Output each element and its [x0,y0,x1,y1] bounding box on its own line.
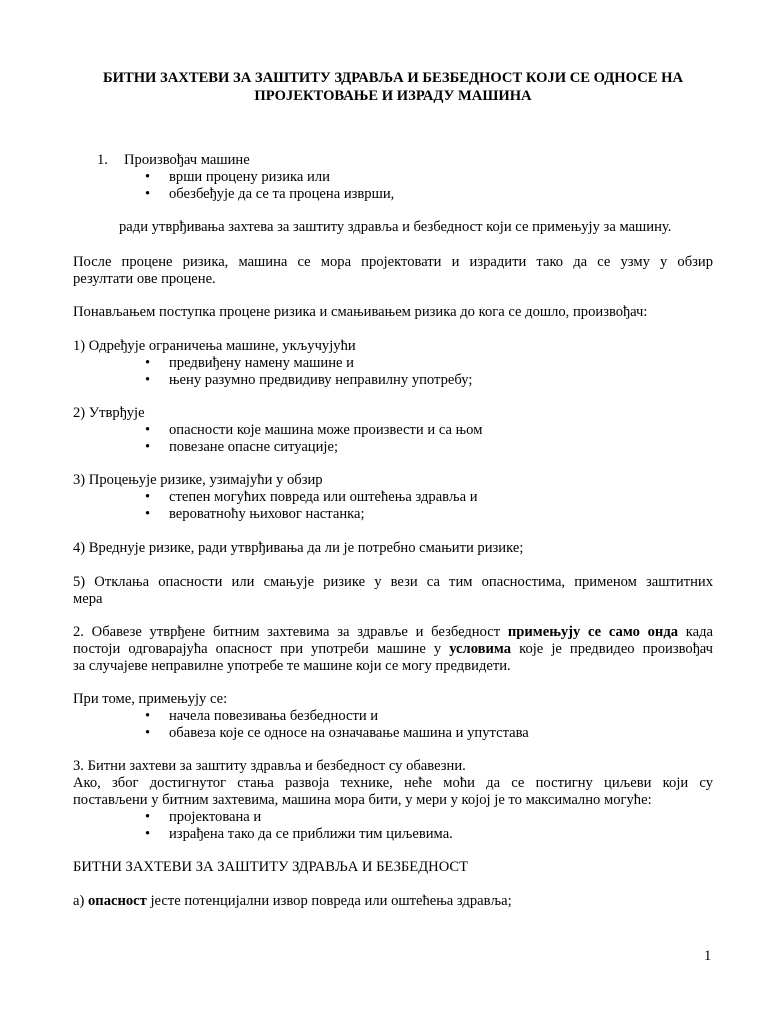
paragraph-repeat: Понављањем поступка процене ризика и смањивањем ризика до кога се дошло, произвођач: [73,304,648,320]
bullet-icon: • [145,826,151,842]
bullet-icon: • [145,372,151,388]
bullet-icon: • [145,422,151,438]
title-line-2: ПРОЈЕКТОВАЊЕ И ИЗРАДУ МАШИНА [254,88,532,104]
paragraph-after-assessment: После процене ризика, машина се мора пројектовати и израдити тако да се узму у обзир резултати ове процене. [73,254,713,287]
item-2: 2. Обавезе утврђене битним захтевима за здравље и безбедност примењују се само онда када постоји одговарајућа опасност при употреби машине у условима које је предвидео произвођач за случајеве неправилне употребе те машине који се могу предвидети. [73,624,713,674]
step-2: 2) Утврђује [73,405,145,421]
bullet-icon: • [145,489,151,505]
document-title [73,69,713,105]
bullet-icon: • [145,725,151,741]
step-4: 4) Вреднује ризике, ради утврђивања да ли је потребно смањити ризике; [73,540,524,556]
step-1: 1) Одређује ограничења машине, укључујући [73,338,356,354]
bullet-icon: • [145,708,151,724]
item-1-text: Произвођач машине [124,152,250,168]
step-3: 3) Процењује ризике, узимајући у обзир [73,472,323,488]
definition-a: а) опасност јесте потенцијални извор повреда или оштећења здравља; [73,893,512,909]
emphasis-text: условима [449,641,512,657]
emphasis-text: примењују се само онда [507,624,678,640]
bullet-icon: • [145,355,151,371]
step-5: 5) Отклања опасности или смањује ризике у вези са тим опасностима, применом заштитних мера [73,574,713,607]
title-line-1: БИТНИ ЗАХТЕВИ ЗА ЗАШТИТУ ЗДРАВЉА И БЕЗБЕДНОСТ КОЈИ СЕ ОДНОСЕ НА [102,70,684,86]
bullet-icon: • [145,506,151,522]
item-3: 3. Битни захтеви за заштиту здравља и безбедност су обавезни. Ако, због достигнутог стања развоја технике, неће моћи да се постигну циљеви који су постављени у битним захтевима, машина мора бити, у мери у којој је то максимално могуће: [73,758,713,808]
bullet-icon: • [145,809,151,825]
bullet-icon: • [145,169,151,185]
section-heading: БИТНИ ЗАХТЕВИ ЗА ЗАШТИТУ ЗДРАВЉА И БЕЗБЕДНОСТ [73,859,469,875]
page-number: 1 [704,948,712,964]
term-text: опасност [88,893,147,909]
bullet-icon: • [145,186,151,202]
bullet-icon: • [145,439,151,455]
item-1-purpose: ради утврђивања захтева за заштиту здравља и безбедност који се примењују за машину. [119,219,672,235]
item-1-number: 1. [97,152,108,168]
apply-intro: При томе, примењују се: [73,691,228,707]
